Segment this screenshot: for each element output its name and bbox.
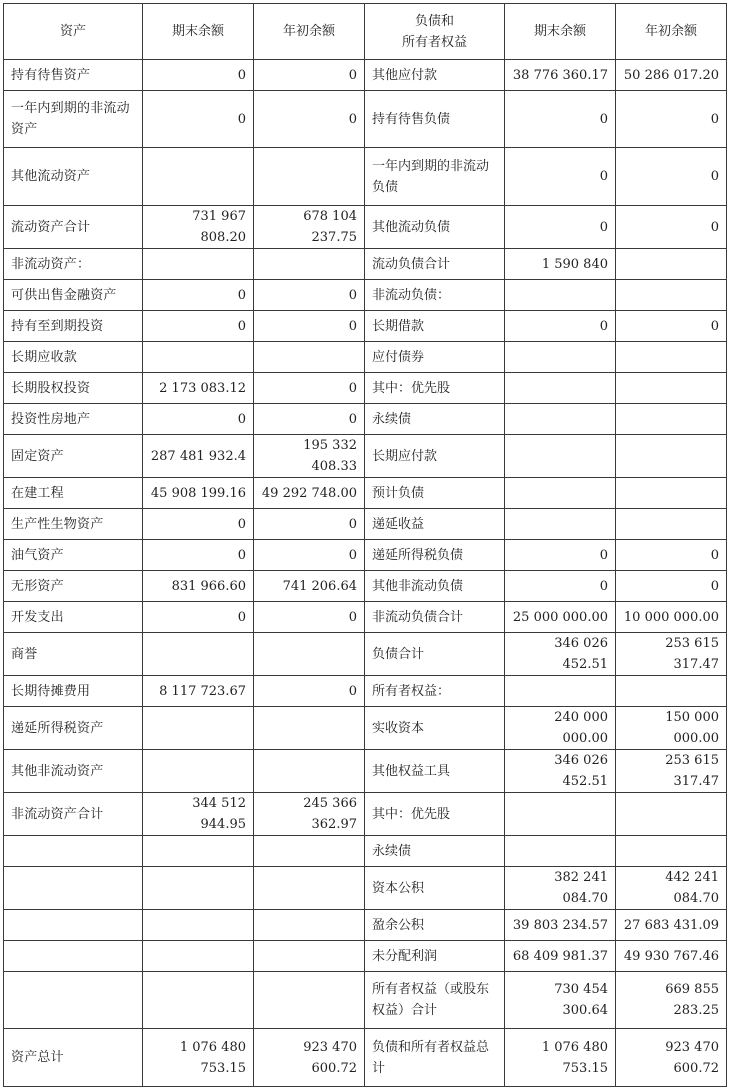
- asset-end-balance: 0: [143, 540, 254, 571]
- liability-end-balance: 0: [505, 571, 616, 602]
- table-row: [4, 1029, 727, 1087]
- liability-end-balance: [505, 280, 616, 311]
- asset-label: 其他流动资产: [4, 148, 143, 206]
- table-row: [4, 148, 727, 206]
- table-row: [4, 60, 727, 91]
- liability-label: 永续债: [365, 404, 505, 435]
- table-row: [4, 793, 727, 836]
- liability-begin-balance: 0: [616, 571, 727, 602]
- asset-end-balance: [143, 148, 254, 206]
- liability-label: 资本公积: [365, 867, 505, 910]
- asset-label: 商誉: [4, 633, 143, 676]
- asset-end-balance: 344 512 944.95: [143, 793, 254, 836]
- asset-begin-balance: [254, 148, 365, 206]
- liability-label: 非流动负债合计: [365, 602, 505, 633]
- liability-end-balance: 0: [505, 91, 616, 148]
- asset-begin-balance: [254, 910, 365, 941]
- asset-label: 油气资产: [4, 540, 143, 571]
- asset-end-balance: 0: [143, 602, 254, 633]
- table-row: [4, 836, 727, 867]
- liability-begin-balance: [616, 373, 727, 404]
- asset-end-balance: [143, 707, 254, 750]
- liability-end-balance: 730 454 300.64: [505, 972, 616, 1029]
- asset-end-balance: 2 173 083.12: [143, 373, 254, 404]
- asset-label: 长期应收款: [4, 342, 143, 373]
- liability-label: 长期借款: [365, 311, 505, 342]
- table-row: [4, 571, 727, 602]
- table-row: [4, 342, 727, 373]
- asset-begin-balance: [254, 707, 365, 750]
- asset-begin-balance: 741 206.64: [254, 571, 365, 602]
- asset-label: 无形资产: [4, 571, 143, 602]
- table-row: [4, 910, 727, 941]
- liability-label: 持有待售负债: [365, 91, 505, 148]
- header-assets: 资产: [4, 4, 143, 60]
- asset-begin-balance: 195 332 408.33: [254, 435, 365, 478]
- liability-end-balance: 38 776 360.17: [505, 60, 616, 91]
- asset-begin-balance: 0: [254, 60, 365, 91]
- table-row: [4, 707, 727, 750]
- liability-end-balance: [505, 836, 616, 867]
- asset-begin-balance: 245 366 362.97: [254, 793, 365, 836]
- liability-end-balance: 0: [505, 311, 616, 342]
- asset-begin-balance: [254, 342, 365, 373]
- liability-end-balance: [505, 435, 616, 478]
- asset-label: 可供出售金融资产: [4, 280, 143, 311]
- liability-begin-balance: 669 855 283.25: [616, 972, 727, 1029]
- liability-end-balance: [505, 342, 616, 373]
- liability-begin-balance: [616, 404, 727, 435]
- asset-label: 在建工程: [4, 478, 143, 509]
- liability-label: 非流动负债：: [365, 280, 505, 311]
- liability-label: 其他应付款: [365, 60, 505, 91]
- liability-label: 其中：优先股: [365, 793, 505, 836]
- liability-label: 所有者权益：: [365, 676, 505, 707]
- liability-label: 其中：优先股: [365, 373, 505, 404]
- asset-end-balance: [143, 836, 254, 867]
- liability-begin-balance: 0: [616, 311, 727, 342]
- asset-label: [4, 910, 143, 941]
- table-row: [4, 435, 727, 478]
- header-liabilities-equity: [365, 4, 505, 60]
- asset-end-balance: 45 908 199.16: [143, 478, 254, 509]
- liability-end-balance: 68 409 981.37: [505, 941, 616, 972]
- liability-label: 其他流动负债: [365, 206, 505, 249]
- header-assets-begin-balance: 年初余额: [254, 4, 365, 60]
- table-row: [4, 602, 727, 633]
- asset-label: 固定资产: [4, 435, 143, 478]
- asset-begin-balance: 0: [254, 280, 365, 311]
- asset-begin-balance: 0: [254, 602, 365, 633]
- liability-begin-balance: [616, 509, 727, 540]
- asset-begin-balance: [254, 750, 365, 793]
- liability-end-balance: 346 026 452.51: [505, 633, 616, 676]
- asset-label: [4, 941, 143, 972]
- liability-begin-balance: 253 615 317.47: [616, 633, 727, 676]
- liability-end-balance: [505, 509, 616, 540]
- liability-label: 实收资本: [365, 707, 505, 750]
- liability-end-balance: 39 803 234.57: [505, 910, 616, 941]
- liability-begin-balance: 0: [616, 148, 727, 206]
- table-row: [4, 478, 727, 509]
- liability-begin-balance: 253 615 317.47: [616, 750, 727, 793]
- asset-begin-balance: [254, 633, 365, 676]
- table-row: [4, 91, 727, 148]
- liability-begin-balance: [616, 435, 727, 478]
- liability-label: 未分配利润: [365, 941, 505, 972]
- header-row: [4, 4, 727, 60]
- liability-end-balance: 240 000 000.00: [505, 707, 616, 750]
- asset-end-balance: 8 117 723.67: [143, 676, 254, 707]
- liability-label: 递延收益: [365, 509, 505, 540]
- table-row: [4, 972, 727, 1029]
- liability-label: 递延所得税负债: [365, 540, 505, 571]
- asset-end-balance: [143, 633, 254, 676]
- table-row: [4, 280, 727, 311]
- asset-begin-balance: 923 470 600.72: [254, 1029, 365, 1087]
- header-liabilities-end-balance: 期末余额: [505, 4, 616, 60]
- table-row: [4, 633, 727, 676]
- asset-end-balance: 0: [143, 404, 254, 435]
- asset-label: 生产性生物资产: [4, 509, 143, 540]
- liability-begin-balance: [616, 249, 727, 280]
- table-row: [4, 311, 727, 342]
- asset-begin-balance: [254, 941, 365, 972]
- table-row: [4, 404, 727, 435]
- asset-label: 持有至到期投资: [4, 311, 143, 342]
- table-row: [4, 373, 727, 404]
- asset-end-balance: 0: [143, 280, 254, 311]
- table-row: [4, 509, 727, 540]
- liability-label: 负债和所有者权益总计: [365, 1029, 505, 1087]
- table-row: [4, 676, 727, 707]
- liability-end-balance: [505, 478, 616, 509]
- asset-begin-balance: [254, 249, 365, 280]
- asset-end-balance: 831 966.60: [143, 571, 254, 602]
- asset-end-balance: 0: [143, 91, 254, 148]
- asset-label: 长期待摊费用: [4, 676, 143, 707]
- asset-begin-balance: 0: [254, 509, 365, 540]
- liability-begin-balance: [616, 836, 727, 867]
- asset-begin-balance: 0: [254, 91, 365, 148]
- asset-begin-balance: 0: [254, 404, 365, 435]
- liability-begin-balance: 10 000 000.00: [616, 602, 727, 633]
- liability-end-balance: [505, 404, 616, 435]
- liability-end-balance: 346 026 452.51: [505, 750, 616, 793]
- asset-end-balance: 1 076 480 753.15: [143, 1029, 254, 1087]
- asset-begin-balance: 0: [254, 373, 365, 404]
- liability-begin-balance: 0: [616, 540, 727, 571]
- balance-sheet-table: [3, 3, 727, 1087]
- asset-label: 流动资产合计: [4, 206, 143, 249]
- asset-label: 开发支出: [4, 602, 143, 633]
- liability-label: 长期应付款: [365, 435, 505, 478]
- liability-label: 预计负债: [365, 478, 505, 509]
- asset-begin-balance: [254, 836, 365, 867]
- asset-begin-balance: 0: [254, 676, 365, 707]
- asset-end-balance: 0: [143, 311, 254, 342]
- table-row: [4, 249, 727, 280]
- asset-begin-balance: [254, 972, 365, 1029]
- asset-begin-balance: 678 104 237.75: [254, 206, 365, 249]
- asset-begin-balance: 49 292 748.00: [254, 478, 365, 509]
- liability-begin-balance: 50 286 017.20: [616, 60, 727, 91]
- asset-label: 长期股权投资: [4, 373, 143, 404]
- liability-end-balance: 0: [505, 206, 616, 249]
- asset-end-balance: 0: [143, 60, 254, 91]
- asset-end-balance: 287 481 932.4: [143, 435, 254, 478]
- asset-label: [4, 836, 143, 867]
- header-liabilities-line2: 所有者权益: [401, 34, 467, 50]
- liability-label: 负债合计: [365, 633, 505, 676]
- liability-begin-balance: 150 000 000.00: [616, 707, 727, 750]
- liability-begin-balance: 442 241 084.70: [616, 867, 727, 910]
- asset-label: 一年内到期的非流动资产: [4, 91, 143, 148]
- liability-begin-balance: 0: [616, 206, 727, 249]
- liability-end-balance: 25 000 000.00: [505, 602, 616, 633]
- header-assets-end-balance: 期末余额: [143, 4, 254, 60]
- asset-label: [4, 972, 143, 1029]
- asset-label: 非流动资产：: [4, 249, 143, 280]
- asset-end-balance: 0: [143, 509, 254, 540]
- liability-end-balance: 1 076 480 753.15: [505, 1029, 616, 1087]
- table-row: [4, 867, 727, 910]
- asset-end-balance: [143, 750, 254, 793]
- asset-label: 投资性房地产: [4, 404, 143, 435]
- liability-begin-balance: 27 683 431.09: [616, 910, 727, 941]
- asset-end-balance: [143, 249, 254, 280]
- asset-end-balance: [143, 910, 254, 941]
- liability-label: 应付债券: [365, 342, 505, 373]
- liability-begin-balance: [616, 342, 727, 373]
- liability-label: 流动负债合计: [365, 249, 505, 280]
- liability-label: 盈余公积: [365, 910, 505, 941]
- liability-label: 所有者权益（或股东权益）合计: [365, 972, 505, 1029]
- liability-end-balance: [505, 676, 616, 707]
- table-row: [4, 941, 727, 972]
- liability-begin-balance: [616, 676, 727, 707]
- liability-label: 其他权益工具: [365, 750, 505, 793]
- asset-label: 其他非流动资产: [4, 750, 143, 793]
- asset-label: 非流动资产合计: [4, 793, 143, 836]
- liability-end-balance: 0: [505, 540, 616, 571]
- liability-begin-balance: [616, 478, 727, 509]
- liability-begin-balance: [616, 793, 727, 836]
- asset-begin-balance: [254, 867, 365, 910]
- liability-end-balance: [505, 373, 616, 404]
- asset-end-balance: 731 967 808.20: [143, 206, 254, 249]
- liability-label: 其他非流动负债: [365, 571, 505, 602]
- asset-begin-balance: 0: [254, 540, 365, 571]
- liability-begin-balance: 923 470 600.72: [616, 1029, 727, 1087]
- asset-end-balance: [143, 342, 254, 373]
- liability-end-balance: 1 590 840: [505, 249, 616, 280]
- table-row: [4, 206, 727, 249]
- asset-label: [4, 867, 143, 910]
- asset-end-balance: [143, 941, 254, 972]
- liability-end-balance: 0: [505, 148, 616, 206]
- liability-begin-balance: 0: [616, 91, 727, 148]
- asset-label: 持有待售资产: [4, 60, 143, 91]
- table-row: [4, 540, 727, 571]
- header-liabilities-line1: 负债和: [414, 13, 454, 29]
- liability-begin-balance: [616, 280, 727, 311]
- table-row: [4, 750, 727, 793]
- liability-label: 一年内到期的非流动负债: [365, 148, 505, 206]
- asset-end-balance: [143, 972, 254, 1029]
- liability-label: 永续债: [365, 836, 505, 867]
- header-liabilities-begin-balance: 年初余额: [616, 4, 727, 60]
- asset-end-balance: [143, 867, 254, 910]
- liability-end-balance: 382 241 084.70: [505, 867, 616, 910]
- liability-begin-balance: 49 930 767.46: [616, 941, 727, 972]
- asset-label: 资产总计: [4, 1029, 143, 1087]
- asset-begin-balance: 0: [254, 311, 365, 342]
- liability-end-balance: [505, 793, 616, 836]
- asset-label: 递延所得税资产: [4, 707, 143, 750]
